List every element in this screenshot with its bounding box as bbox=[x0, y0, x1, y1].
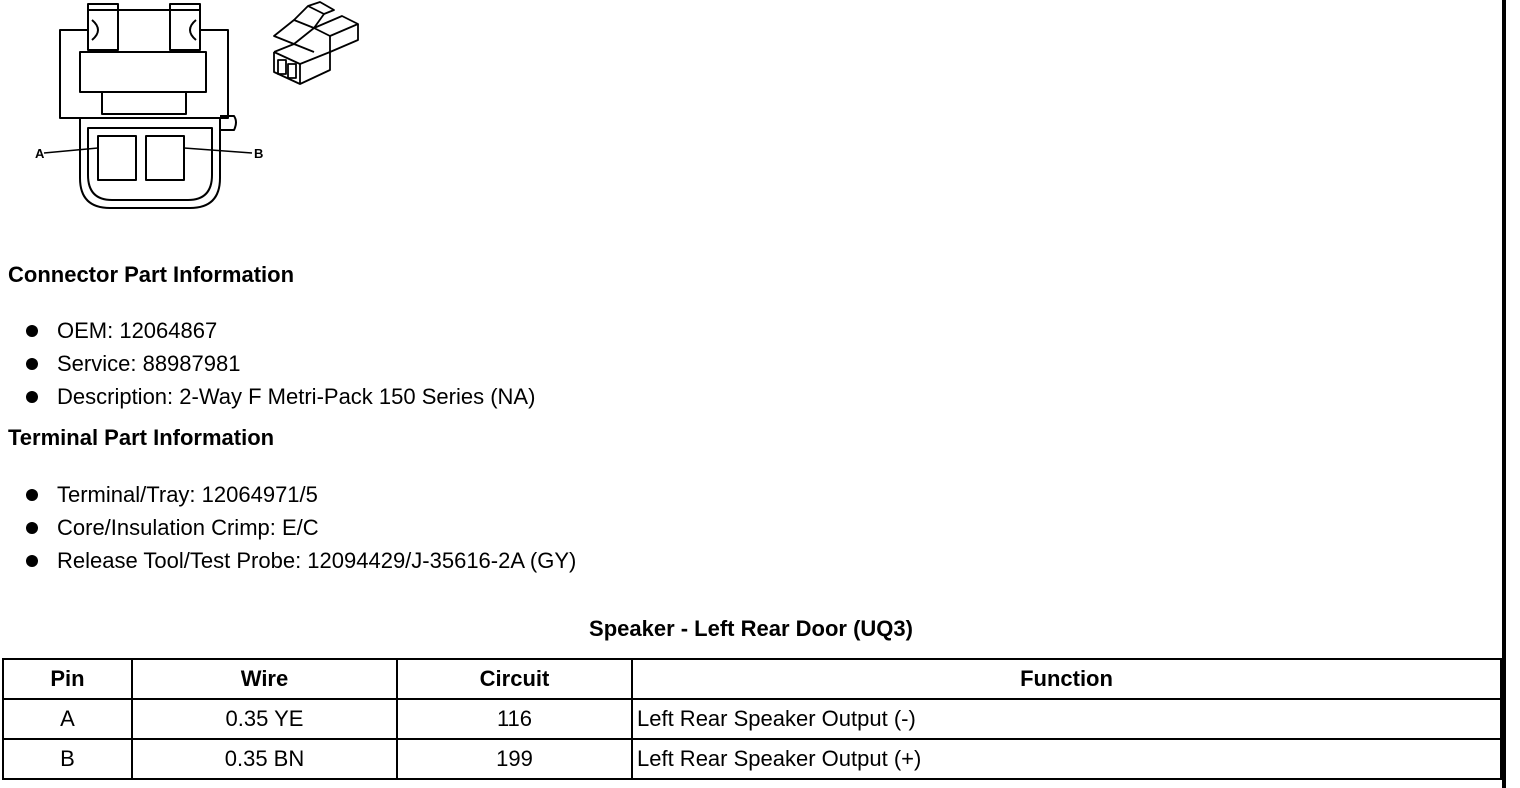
header-wire: Wire bbox=[132, 659, 397, 699]
pin-out-table bbox=[2, 658, 1502, 780]
list-item bbox=[24, 380, 535, 413]
header-function: Function bbox=[632, 659, 1501, 699]
header-circuit: Circuit bbox=[397, 659, 632, 699]
connector-isometric-diagram bbox=[264, 0, 364, 90]
list-item bbox=[24, 511, 576, 544]
bullet-icon bbox=[26, 391, 38, 403]
cell-function: Left Rear Speaker Output (-) bbox=[632, 699, 1501, 739]
table-row bbox=[3, 699, 1501, 739]
connector-face-diagram bbox=[30, 0, 280, 215]
cell-circuit: 116 bbox=[397, 699, 632, 739]
table-header-row bbox=[3, 659, 1501, 699]
connector-part-info-heading: Connector Part Information bbox=[8, 262, 295, 287]
list-item bbox=[24, 544, 576, 577]
bullet-icon bbox=[26, 489, 38, 501]
header-pin: Pin bbox=[3, 659, 132, 699]
pin-label-a: A bbox=[35, 146, 45, 161]
table-title: Speaker - Left Rear Door (UQ3) bbox=[589, 616, 913, 641]
service-number: Service: 88987981 bbox=[57, 351, 241, 376]
connector-housing-outline bbox=[60, 10, 228, 118]
oem-number: OEM: 12064867 bbox=[57, 318, 218, 343]
bullet-icon bbox=[26, 358, 38, 370]
bullet-icon bbox=[26, 522, 38, 534]
list-item bbox=[24, 347, 535, 380]
cell-function: Left Rear Speaker Output (+) bbox=[632, 739, 1501, 779]
right-border-rule bbox=[1502, 0, 1506, 788]
release-tool: Release Tool/Test Probe: 12094429/J-35616-2A (GY) bbox=[57, 548, 577, 573]
connector-plug-outline bbox=[80, 118, 220, 208]
terminal-part-info-list bbox=[24, 478, 576, 577]
bullet-icon bbox=[26, 555, 38, 567]
terminal-tray: Terminal/Tray: 12064971/5 bbox=[57, 482, 318, 507]
cavity-b bbox=[146, 136, 184, 180]
terminal-part-info-heading: Terminal Part Information bbox=[8, 425, 275, 450]
cell-wire: 0.35 YE bbox=[132, 699, 397, 739]
list-item bbox=[24, 314, 535, 347]
cell-wire: 0.35 BN bbox=[132, 739, 397, 779]
cavity-a bbox=[98, 136, 136, 180]
table-row bbox=[3, 739, 1501, 779]
list-item bbox=[24, 478, 576, 511]
core-insulation-crimp: Core/Insulation Crimp: E/C bbox=[57, 515, 319, 540]
pin-label-b: B bbox=[254, 146, 264, 161]
connector-part-info-list bbox=[24, 314, 535, 413]
cell-pin: B bbox=[3, 739, 132, 779]
cell-pin: A bbox=[3, 699, 132, 739]
cell-circuit: 199 bbox=[397, 739, 632, 779]
connector-description: Description: 2-Way F Metri-Pack 150 Series (NA) bbox=[57, 384, 536, 409]
bullet-icon bbox=[26, 325, 38, 337]
